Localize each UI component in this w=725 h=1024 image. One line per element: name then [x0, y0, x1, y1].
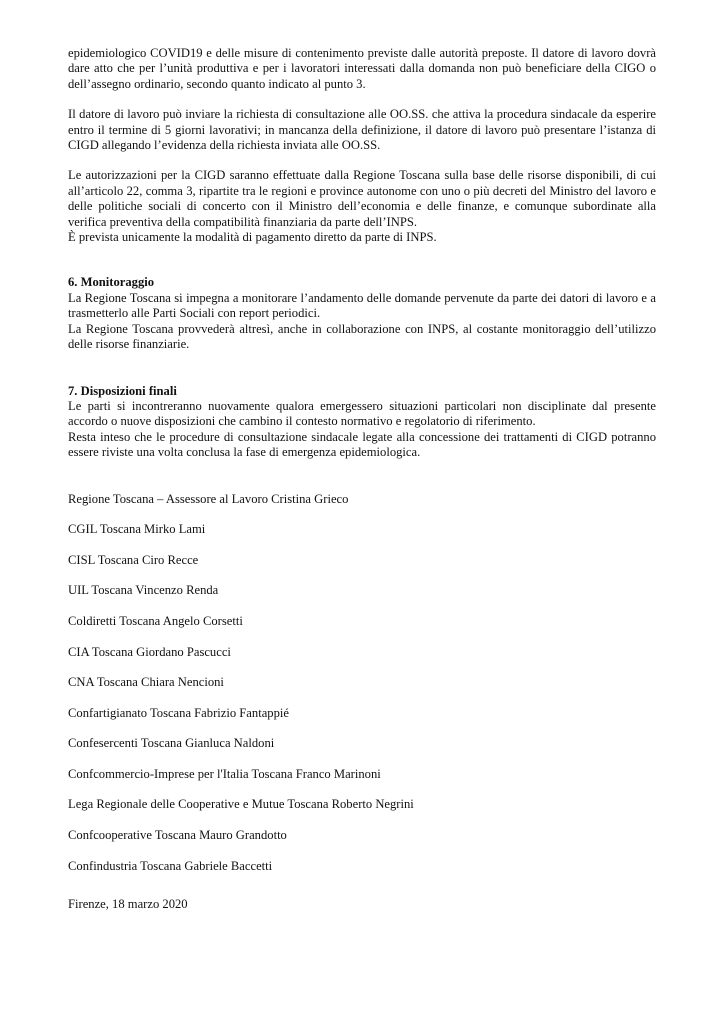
signatory-list: [68, 492, 656, 890]
section-6-paragraph-2: La Regione Toscana provvederà altresì, anche in collaborazione con INPS, al costante monitoraggio dell’utilizzo delle risorse finanziarie.: [68, 321, 656, 352]
section-7-paragraph-1: Le parti si incontreranno nuovamente qualora emergessero situazioni particolari non disciplinate dal presente accordo o nuove disposizioni che cambino il contesto normativo e regolatorio di riferimento.: [68, 398, 656, 429]
signatory-line: Confartigianato Toscana Fabrizio Fantappié: [68, 705, 289, 720]
signatory-line: Confcooperative Toscana Mauro Grandotto: [68, 828, 287, 843]
signatory-line: Confcommercio-Imprese per l'Italia Toscana Franco Marinoni: [68, 766, 381, 781]
section-7-heading: 7. Disposizioni finali: [68, 383, 177, 398]
signatory-line: Confesercenti Toscana Gianluca Naldoni: [68, 736, 275, 751]
spacer: [68, 461, 656, 492]
spacer: [68, 353, 656, 384]
signatory-line: CISL Toscana Ciro Recce: [68, 552, 199, 567]
signatory-line: Coldiretti Toscana Angelo Corsetti: [68, 613, 243, 628]
intro-paragraph-2: Il datore di lavoro può inviare la richiesta di consultazione alle OO.SS. che attiva la procedura sindacale da esperire entro il termine di 5 giorni lavorativi; in mancanza della definizione, il datore di lavoro può presentare l’istanza di CIGD allegando l’evidenza della richiesta inviata alle OO.SS.: [68, 107, 656, 153]
section-6-heading: 6. Monitoraggio: [68, 275, 155, 290]
intro-paragraph-1: epidemiologico COVID19 e delle misure di contenimento previste dalle autorità preposte. Il datore di lavoro dovrà dare atto che per l’unità produttiva e per i lavoratori interessati dalla domanda non può beneficiare della CIGO o dell’assegno ordinario, secondo quanto indicato al punto 3.: [68, 46, 656, 91]
place-and-date: Firenze, 18 marzo 2020: [68, 897, 188, 912]
section-6-paragraph-1: La Regione Toscana si impegna a monitorare l’andamento delle domande pervenute da parte dei datori di lavoro e a trasmetterlo alle Parti Sociali con report periodici.: [68, 290, 656, 321]
signatory-line: CNA Toscana Chiara Nencioni: [68, 675, 224, 690]
intro-paragraph-4: È prevista unicamente la modalità di pagamento diretto da parte di INPS.: [68, 230, 437, 245]
signatory-line: CIA Toscana Giordano Pascucci: [68, 644, 231, 659]
signatory-line: Confindustria Toscana Gabriele Baccetti: [68, 858, 273, 873]
spacer: [68, 245, 656, 275]
signatory-line: UIL Toscana Vincenzo Renda: [68, 583, 219, 598]
signatory-line: Regione Toscana – Assessore al Lavoro Cristina Grieco: [68, 491, 349, 506]
section-7-paragraph-2: Resta inteso che le procedure di consultazione sindacale legate alla concessione dei trattamenti di CIGD potranno essere riviste una volta conclusa la fase di emergenza epidemiologica.: [68, 429, 656, 460]
spacer: [68, 889, 656, 897]
signatory-line: CGIL Toscana Mirko Lami: [68, 522, 206, 537]
intro-paragraph-3: Le autorizzazioni per la CIGD saranno effettuate dalla Regione Toscana sulla base delle risorse disponibili, di cui all’articolo 22, comma 3, ripartite tra le regioni e province autonome con uno o più decreti del Ministro del lavoro e delle politiche sociali di concerto con il Ministro dell’economia e delle finanze, e comunque subordinate alla verifica preventiva della compatibilità finanziaria da parte dell’INPS.: [68, 168, 656, 229]
document-page: [68, 46, 656, 913]
signatory-line: Lega Regionale delle Cooperative e Mutue Toscana Roberto Negrini: [68, 797, 414, 812]
